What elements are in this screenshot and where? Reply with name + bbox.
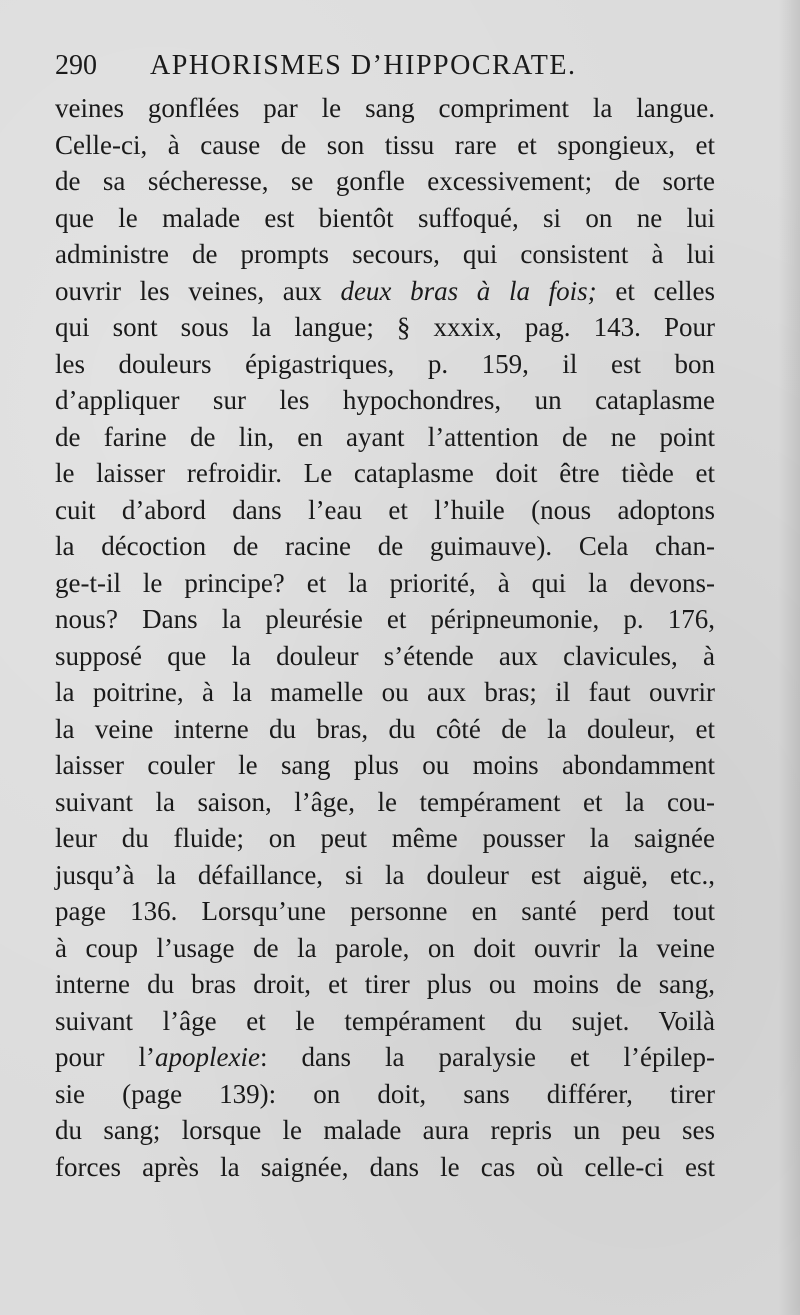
- text-line: sie (page 139): on doit, sans différer, tirer: [55, 1078, 715, 1109]
- text-line: page 136. Lorsqu’une personne en santé perd tout: [55, 896, 715, 926]
- text-line: administre de prompts secours, qui consistent à lui: [55, 239, 715, 269]
- running-title: APHORISMES D’HIPPOCRATE.: [150, 50, 577, 81]
- text-line: qui sont sous la langue; § xxxix, pag. 143. Pour: [55, 312, 715, 342]
- text-line: ge-t-il le principe? et la priorité, à qui la devons-: [55, 567, 715, 598]
- text-line: suivant la saison, l’âge, le tempérament et la cou-: [55, 786, 715, 817]
- page-edge-shadow: [778, 0, 800, 1315]
- text-line: laisser couler le sang plus ou moins abondamment: [55, 750, 715, 780]
- text-line: la veine interne du bras, du côté de la douleur, et: [55, 713, 715, 744]
- text-line: d’appliquer sur les hypochondres, un cataplasme: [55, 385, 715, 415]
- text-line: jusqu’à la défaillance, si la douleur est aiguë, etc.,: [55, 859, 715, 890]
- text-line: nous? Dans la pleurésie et péripneumonie, p. 176,: [55, 604, 715, 634]
- text-line: la décoction de racine de guimauve). Cela chan-: [55, 531, 715, 561]
- text-line: que le malade est bientôt suffoqué, si on ne lui: [55, 202, 715, 233]
- text-line: suivant l’âge et le tempérament du sujet. Voilà: [55, 1005, 715, 1036]
- text-line: la poitrine, à la mamelle ou aux bras; il faut ouvrir: [55, 677, 715, 707]
- text-line: de sa sécheresse, se gonfle excessivement; de sorte: [55, 166, 715, 196]
- text-segment: ouvrir les veines, aux: [55, 275, 341, 306]
- text-line: de farine de lin, en ayant l’attention de ne point: [55, 421, 715, 452]
- text-line: leur du fluide; on peut même pousser la saignée: [55, 823, 715, 853]
- text-line: du sang; lorsque le malade aura repris un peu ses: [55, 1115, 715, 1145]
- text-line: à coup l’usage de la parole, on doit ouvrir la veine: [55, 932, 715, 963]
- text-segment: pour l’: [55, 1042, 156, 1072]
- page-header: [55, 46, 755, 86]
- italic-text-segment: apoplexie: [155, 1042, 260, 1072]
- text-line: le laisser refroidir. Le cataplasme doit être tiède et: [55, 458, 715, 488]
- text-line: veines gonflées par le sang compriment la langue.: [55, 93, 715, 123]
- italic-text-segment: deux bras à la fois;: [340, 275, 597, 306]
- body-text: [55, 90, 715, 1185]
- text-segment: : dans la paralysie et l’épilep-: [259, 1042, 715, 1072]
- text-segment: et celles: [596, 275, 715, 306]
- text-line: Celle-ci, à cause de son tissu rare et spongieux, et: [55, 129, 715, 160]
- text-line: cuit d’abord dans l’eau et l’huile (nous adoptons: [55, 494, 715, 525]
- text-line: supposé que la douleur s’étende aux clavicules, à: [55, 640, 715, 671]
- text-line: les douleurs épigastriques, p. 159, il est bon: [55, 348, 715, 379]
- text-line: interne du bras droit, et tirer plus ou moins de sang,: [55, 969, 715, 999]
- text-line: [55, 273, 715, 310]
- text-line: [55, 1039, 715, 1076]
- text-line: forces après la saignée, dans le cas où celle-ci est: [55, 1151, 715, 1182]
- page-number: 290: [55, 50, 97, 81]
